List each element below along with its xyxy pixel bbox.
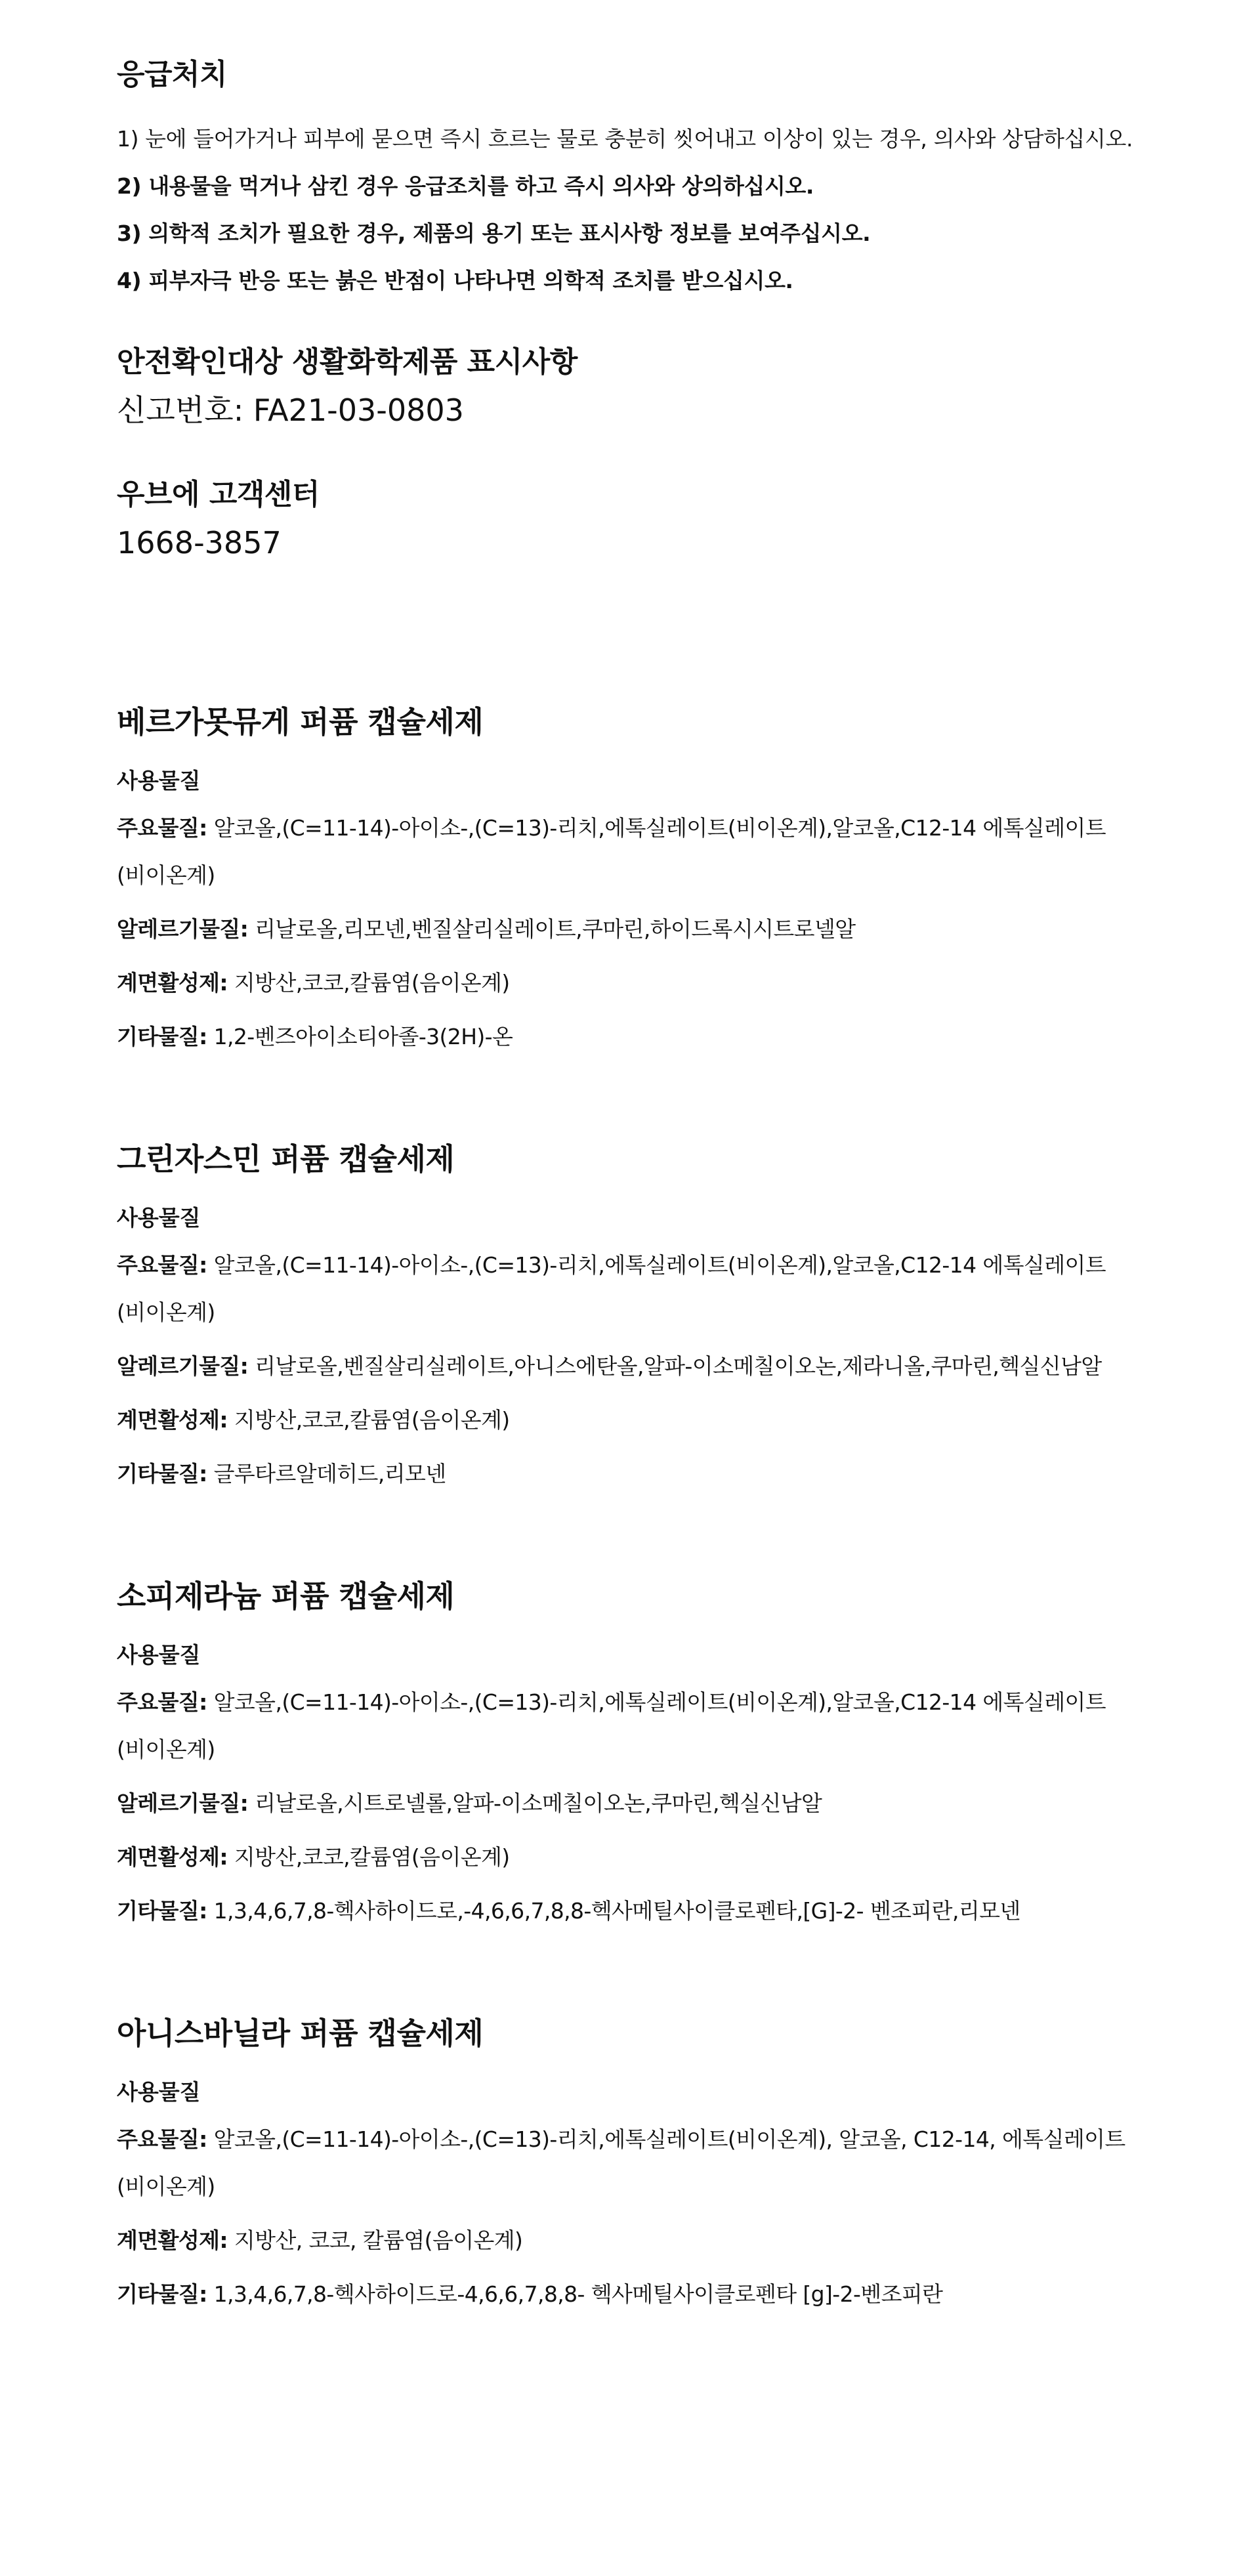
substance-other xyxy=(117,1013,1143,1061)
substance-main xyxy=(117,1679,1143,1773)
substance-other xyxy=(117,2271,1143,2318)
substance-value: 글루타르알데히드,리모넨 xyxy=(213,1461,446,1487)
substances-label: 사용물질 xyxy=(117,768,201,793)
substances-label: 사용물질 xyxy=(117,2079,201,2105)
substance-other xyxy=(117,1888,1143,1935)
substance-value: 1,3,4,6,7,8-헥사하이드로-4,6,6,7,8,8- 헥사메틸사이클로펜타 [g]-2-벤조피란 xyxy=(213,2281,943,2307)
substance-value: 지방산,코코,칼륨염(음이온계) xyxy=(234,1844,510,1870)
first-aid-item: 3) 의학적 조치가 필요한 경우, 제품의 용기 또는 표시사항 정보를 보여주십시오. xyxy=(117,221,871,246)
substance-value: 지방산,코코,칼륨염(음이온계) xyxy=(234,970,510,996)
substance-key: 계면활성제: xyxy=(117,2228,228,2253)
substance-surfactant xyxy=(117,1397,1143,1444)
substance-key: 기타물질: xyxy=(117,2281,207,2307)
product-title: 아니스바닐라 퍼퓸 캡슐세제 xyxy=(117,2016,484,2051)
substance-value: 알코올,(C=11-14)-아이소-,(C=13)-리치,에톡실레이트(비이온계),알코올,C12-14 에톡실레이트(비이온계) xyxy=(117,1689,1106,1762)
customer-center-phone: 1668-3857 xyxy=(117,525,282,560)
product-list xyxy=(117,696,1143,2318)
substance-value: 리날로올,리모넨,벤질살리실레이트,쿠마린,하이드록시시트로넬알 xyxy=(255,916,856,942)
product-title: 그린자스민 퍼퓸 캡슐세제 xyxy=(117,1141,455,1177)
substance-value: 지방산,코코,칼륨염(음이온계) xyxy=(234,1407,510,1433)
substance-key: 기타물질: xyxy=(117,1898,207,1924)
substance-key: 주요물질: xyxy=(117,2126,207,2152)
product-bergamot-muguet xyxy=(117,696,1143,1061)
first-aid-item: 1) 눈에 들어가거나 피부에 묻으면 즉시 흐르는 물로 충분히 씻어내고 이상이 있는 경우, 의사와 상담하십시오. xyxy=(117,126,1133,152)
substance-value: 리날로올,시트로넬롤,알파-이소메칠이오논,쿠마린,헥실신남알 xyxy=(255,1790,822,1816)
product-anise-vanilla xyxy=(117,2007,1143,2318)
substance-allergen xyxy=(117,1780,1143,1827)
report-number: 신고번호: FA21-03-0803 xyxy=(117,392,464,428)
substance-main xyxy=(117,1242,1143,1336)
first-aid-item: 4) 피부자극 반응 또는 붉은 반점이 나타나면 의학적 조치를 받으십시오. xyxy=(117,268,793,293)
substance-value: 지방산, 코코, 칼륨염(음이온계) xyxy=(234,2228,523,2253)
substance-key: 알레르기물질: xyxy=(117,916,249,942)
substances-label: 사용물질 xyxy=(117,1205,201,1231)
substance-key: 기타물질: xyxy=(117,1024,207,1049)
substance-value: 알코올,(C=11-14)-아이소-,(C=13)-리치,에톡실레이트(비이온계), 알코올, C12-14, 에톡실레이트(비이온계) xyxy=(117,2126,1125,2199)
substance-value: 리날로올,벤질살리실레이트,아니스에탄올,알파-이소메칠이오논,제라니올,쿠마린,헥실신남알 xyxy=(255,1353,1102,1379)
substance-other xyxy=(117,1450,1143,1498)
substance-key: 계면활성제: xyxy=(117,1407,228,1433)
substance-key: 알레르기물질: xyxy=(117,1790,249,1816)
substance-surfactant xyxy=(117,960,1143,1007)
first-aid-section xyxy=(117,51,1143,305)
first-aid-title: 응급처치 xyxy=(117,58,228,91)
substance-key: 기타물질: xyxy=(117,1461,207,1487)
substances-label: 사용물질 xyxy=(117,1642,201,1668)
substance-main xyxy=(117,805,1143,899)
substance-key: 계면활성제: xyxy=(117,970,228,996)
safety-label-section xyxy=(117,339,1143,434)
substance-surfactant xyxy=(117,2217,1143,2264)
substance-key: 주요물질: xyxy=(117,1252,207,1278)
customer-center-section xyxy=(117,471,1143,567)
substance-value: 알코올,(C=11-14)-아이소-,(C=13)-리치,에톡실레이트(비이온계),알코올,C12-14 에톡실레이트(비이온계) xyxy=(117,815,1106,888)
product-sophie-geranium xyxy=(117,1570,1143,1935)
substance-allergen xyxy=(117,906,1143,953)
substance-value: 알코올,(C=11-14)-아이소-,(C=13)-리치,에톡실레이트(비이온계),알코올,C12-14 에톡실레이트(비이온계) xyxy=(117,1252,1106,1325)
substance-allergen xyxy=(117,1343,1143,1390)
product-green-jasmine xyxy=(117,1133,1143,1498)
first-aid-item: 2) 내용물을 먹거나 삼킨 경우 응급조치를 하고 즉시 의사와 상의하십시오. xyxy=(117,173,814,199)
safety-label-title: 안전확인대상 생활화학제품 표시사항 xyxy=(117,345,578,379)
substance-key: 계면활성제: xyxy=(117,1844,228,1870)
product-title: 소피제라늄 퍼퓸 캡슐세제 xyxy=(117,1578,455,1614)
substance-key: 주요물질: xyxy=(117,815,207,841)
substance-key: 알레르기물질: xyxy=(117,1353,249,1379)
substance-main xyxy=(117,2116,1143,2210)
substance-surfactant xyxy=(117,1834,1143,1881)
substance-value: 1,2-벤즈아이소티아졸-3(2H)-온 xyxy=(213,1024,513,1049)
substance-key: 주요물질: xyxy=(117,1689,207,1715)
substance-value: 1,3,4,6,7,8-헥사하이드로,-4,6,6,7,8,8-헥사메틸사이클로펜타,[G]-2- 벤조피란,리모넨 xyxy=(213,1898,1020,1924)
first-aid-list xyxy=(117,116,1143,305)
customer-center-title: 우브에 고객센터 xyxy=(117,478,320,511)
product-title: 베르가못뮤게 퍼퓸 캡슐세제 xyxy=(117,704,484,740)
